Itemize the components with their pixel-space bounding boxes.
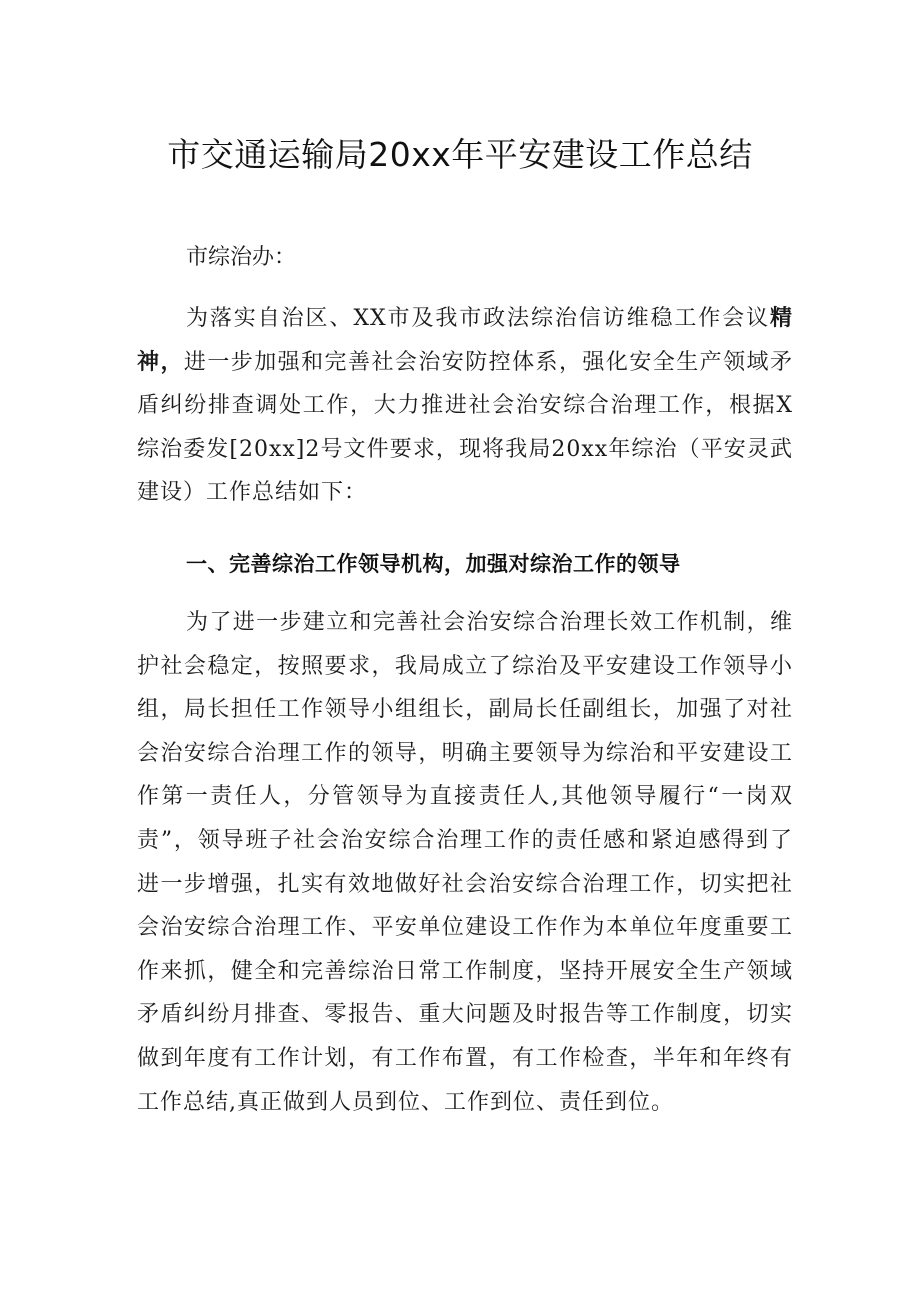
section-heading-1: 一、完善综治工作领导机构，加强对综治工作的领导 xyxy=(186,552,681,576)
intro-text-end: 进一步加强和完善社会治安防控体系，强化安全生产领域矛盾纠纷排查调处工作，大力推进社会治安综合治理工作，根据X综治委发[20xx]2号文件要求，现将我局20xx年综治（平安灵武建设）工作总结如下： xyxy=(137,349,793,506)
salutation: 市综治办： xyxy=(186,245,297,270)
document-title: 市交通运输局20xx年平安建设工作总结 xyxy=(167,135,753,174)
paragraph-section-1: 为了进一步建立和完善社会治安综合治理长效工作机制，维护社会稳定，按照要求，我局成立了综治及平安建设工作领导小组，局长担任工作领导小组组长，副局长任副组长，加强了对社会治安综合治理工作的领导，明确主要领导为综治和平安建设工作第一责任人，分管领导为直接责任人,其他领导履行“一岗双责”，领导班子社会治安综合治理工作的责任感和紧迫感得到了进一步增强，扎实有效地做好社会治安综合治理工作，切实把社会治安综合治理工作、平安单位建设工作作为本单位年度重要工作来抓，健全和完善综治日常工作制度，坚持开展安全生产领域矛盾纠纷月排查、零报告、重大问题及时报告等工作制度，切实做到年度有工作计划，有工作布置，有工作检查，半年和年终有工作总结,真正做到人员到位、工作到位、责任到位。 xyxy=(137,610,793,1115)
paragraph-intro xyxy=(137,297,793,515)
intro-text-start: 为落实自治区、XX市及我市政法综治信访维稳工作会议 xyxy=(186,306,770,331)
intro-bold-text: 精神， xyxy=(137,305,793,375)
